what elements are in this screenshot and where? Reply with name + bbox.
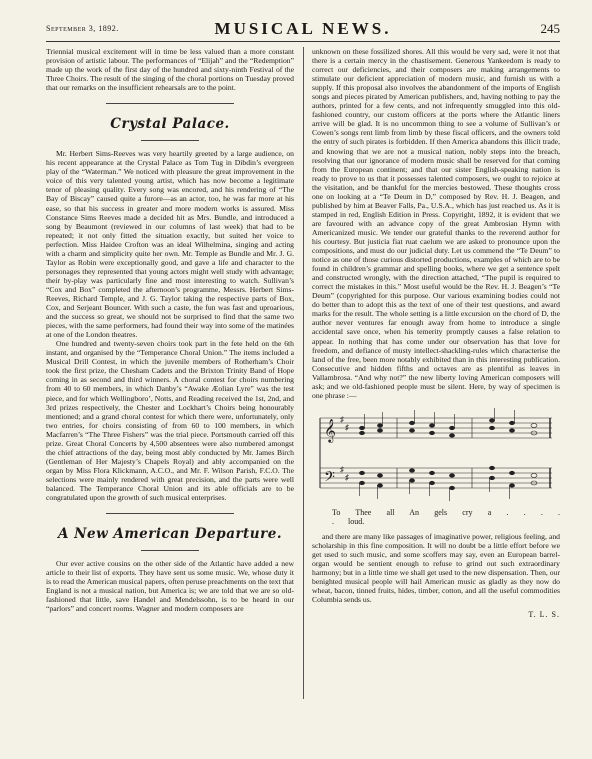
crystal-palace-paragraph-2: One hundred and twenty-seven choirs took part in the fete held on the 6th instant, and organised by the “Temperance Choral Union.” The items included a Musical Drill Contest, in which the juvenile members of Rotherham’s Choir took the first prize, the Chesham Cadets and the Brixton Trinity Band of Hope coming in as second and third winners. A choral contest for choirs numbering from 40 to 60 members, in which Danby’s “Awake Æolian Lyre” was the test piece, and for which Wellingboro’, Notts, and Reading received the 1st, 2nd, and 3rd prizes respectively, the Chester and Lockhart’s Choirs being honourably mentioned; and a grand choral contest for which there were, unfortunately, only two entries, for choirs consisting of from 60 to 100 members, in which Macfarren’s “The Three Fishers” was the trial piece. Portsmouth carried off this prize. Great Choral Concerts by 4,500 absentees were also numbered amongst the chief attractions of the day, being most ably conducted by Mr. James Birch (Gentleman of Her Majesty’s Chapels Royal) and ably accompanied on the organ by Miss Flora Klickmann, A.C.O., and Mr. F. Wilson Parish, F.C.O. The selections were mainly rendered with great precision, and the parts were well balanced. The Temperance Choral Union and its able officials are to be congratulated upon the growth of such musical enterprises.: [46, 339, 294, 503]
issue-date: September 3, 1892.: [46, 24, 119, 33]
left-column: [46, 47, 294, 613]
review-conclusion-paragraph: and there are many like passages of imaginative power, religious feeling, and scholarship in this fine composition. It will no doubt be a little effort before we get used to such music, and some scoffers may say, even an European barrel-organ would be sentient enough to refuse to grind out such extraordinary harmony; but in a little time we shall get used to the new dispensation. Then, our benighted musical people will hail American music as gladly as they now do wheat, bacon, tinned fruits, hides, timber, cotton, and all the useful commodities Columbia sends us.: [312, 531, 560, 605]
american-departure-paragraph: Our ever active cousins on the other side of the Atlantic have added a new article to their list of exports. They have sent us some music. We, whose duty it is to read the American musical papers, often peruse preachments on the text that England is not a musical nation, but America is; we are told that we are so old-fashioned that little, save Handel and Mendelssohn, is to be heard in our “parlors” and concert rooms. Wagner and modern composers are: [46, 559, 294, 614]
music-example: [312, 406, 560, 506]
section-separator: [106, 513, 234, 514]
svg-text:♯: ♯: [340, 464, 344, 474]
header-rule: [46, 41, 560, 42]
heading-underline: [141, 140, 199, 141]
page-number: 245: [540, 21, 560, 36]
review-paragraph: unknown on these fossilized shores. All this would be very sad, were it not that there is a certain mercy in the chastisement. Generous Yankeedom is ready to correct our deficiencies, and their composers are making arrangements to stimulate our deficient appreciation of modern music, and furnish us with a supply. If this proposal also involves the abandonment of the imports of English songs and pieces pirated by American publishers, and, having nothing to pay the authors, printed for a few cents, and not infrequently smuggled into this old-fashioned country, our custom officers at the ports where the Atlantic liners arrive will be glad. It is no uncommon thing to see a volume of Sullivan’s or Cowen’s songs rent limb from limb by these fiscal officers, and the owners told the entry of such pirates is forbidden. If then America abandons this illicit trade, and knowing that we are not a musical nation, nobly steps into the breach, resolving that our ignorance of modern music shall be reserved for that coming from the European continent; and that our sister English-speaking nation is ready to prove to us that it possesses talented composers, we ought to rejoice at the visitation, and be thankful for the mercies bestowed. These thoughts cross one on looking at a “Te Deum in D,” composed by Rev. H. J. Beagen, and published by him at Beaver Falls, Pa., U.S.A., which has just reached us. As it is stamped in red, English Edition in Press. Copyright, 1892, it is evident that we are favoured with an advance copy of the great Ambrosian Hymn with Americanized music. We tender our grateful thanks to the reverend author for his courtesy. But justicia fiat ruat caelum we are asked to pronounce upon the compositions, and must do our judicial duty. Let us commend the “Te Deum” to notice as one of those curious distorted productions, examples of which are to be found in children’s grammar and spelling books, where we get a sentence spelt and constructed wrongly, with the direction attached, “The pupil is required to correct the mistakes in this.” Most useful would be the Rev. H. J. Beagen’s “Te Deum” (copyrighted for this purpose. Our various examining bodies could not do better than to adopt this as the text of one of their test questions, and award marks for the result. The whole setting is a little excursion on the chord of D, the author never ventures far enough away from home to introduce a single accidental save once, when his temerity promptly causes a false relation to appear. In nothing that has come under our observation has that love for freedom, and defiance of musty intellect-shackling-rules which characterise the land of the free, been more notably exhibited than in this interesting publication. Consecutive and hidden fifths and octaves are as plentiful as leaves in Vallambrosa. “And why not?” the new liberty loving American composers will ask; and we old-fashioned people must be silent. Here, by way of specimen is one phrase :—: [312, 47, 560, 400]
heading-underline: [141, 550, 199, 551]
svg-text:♯: ♯: [340, 414, 344, 424]
svg-text:𝄢: 𝄢: [324, 468, 335, 489]
svg-text:♯: ♯: [345, 472, 349, 482]
section-separator: [106, 103, 234, 104]
festival-paragraph: Triennial musical excitement will in time be less valued than a more constant provision of artistic labour. The performances of “Elijah” and the “Redemption” made up the work of the first day of the hundred and sixty-ninth Festival of the Three Choirs. The result of the singing of the choral portions on Tuesday proved that our remarks on the insufficient rehearsals are to the point.: [46, 47, 294, 93]
crystal-palace-paragraph-1: Mr. Herbert Sims-Reeves was very heartily greeted by a large audience, on his recent appearance at the Crystal Palace as Tom Tug in Dibdin’s evergreen play of the “Waterman.” We noticed with pleasure the great improvement in the voice of this very talented young artist, which has now become a legitimate tenor of pleasing quality. Every song was encored, and his rendering of “The Bay of Biscay” caused quite a furore—as an actor, too, he was far more at his ease, so that his success in greater and more modern works is assured. Miss Constance Sims Reeves made a decided hit as Mrs. Bundle, and introduced a song by Beaumont (reviewed in our columns of last week) that had to be repeated; it not only fitted the situation exactly, but suited her voice to perfection. Miss Haidee Crofton was an ideal Wilhelmina, singing and acting with a charm and simplicity quite her own. Mr. Temple as Bundle and Mr. J. G. Taylor as Robin were exceptionally good, and gave a life and character to the personages they represented that young actors might well study with advantage; their by-play was particularly fine and most interesting to watch. Sullivan’s “Cox and Box” completed the afternoon’s programme, Messrs. Herbert Sims-Reeves, Richard Temple, and J. G. Taylor taking the respective parts of Box, Cox, and Serjeant Bouncer. With such a caste, the fun was fast and uproarious, and the success so great, we should not be surprised to find that the same two pieces, with the same performers, had found their way into some of the matinées at one of the London theatres.: [46, 149, 294, 340]
crystal-palace-heading: Crystal Palace.: [110, 116, 230, 133]
page-header: [46, 18, 560, 40]
american-departure-heading: A New American Departure.: [57, 526, 283, 543]
column-divider: [303, 47, 304, 699]
author-signature: T. L. S.: [528, 610, 560, 620]
right-column: [312, 47, 560, 619]
masthead-title: MUSICAL NEWS.: [214, 19, 392, 38]
music-lyric: To Thee all An gels cry a . . . . . loud.: [332, 507, 560, 526]
music-staff-figure: [312, 406, 560, 506]
svg-text:♯: ♯: [345, 422, 349, 432]
svg-text:𝄞: 𝄞: [324, 417, 336, 442]
